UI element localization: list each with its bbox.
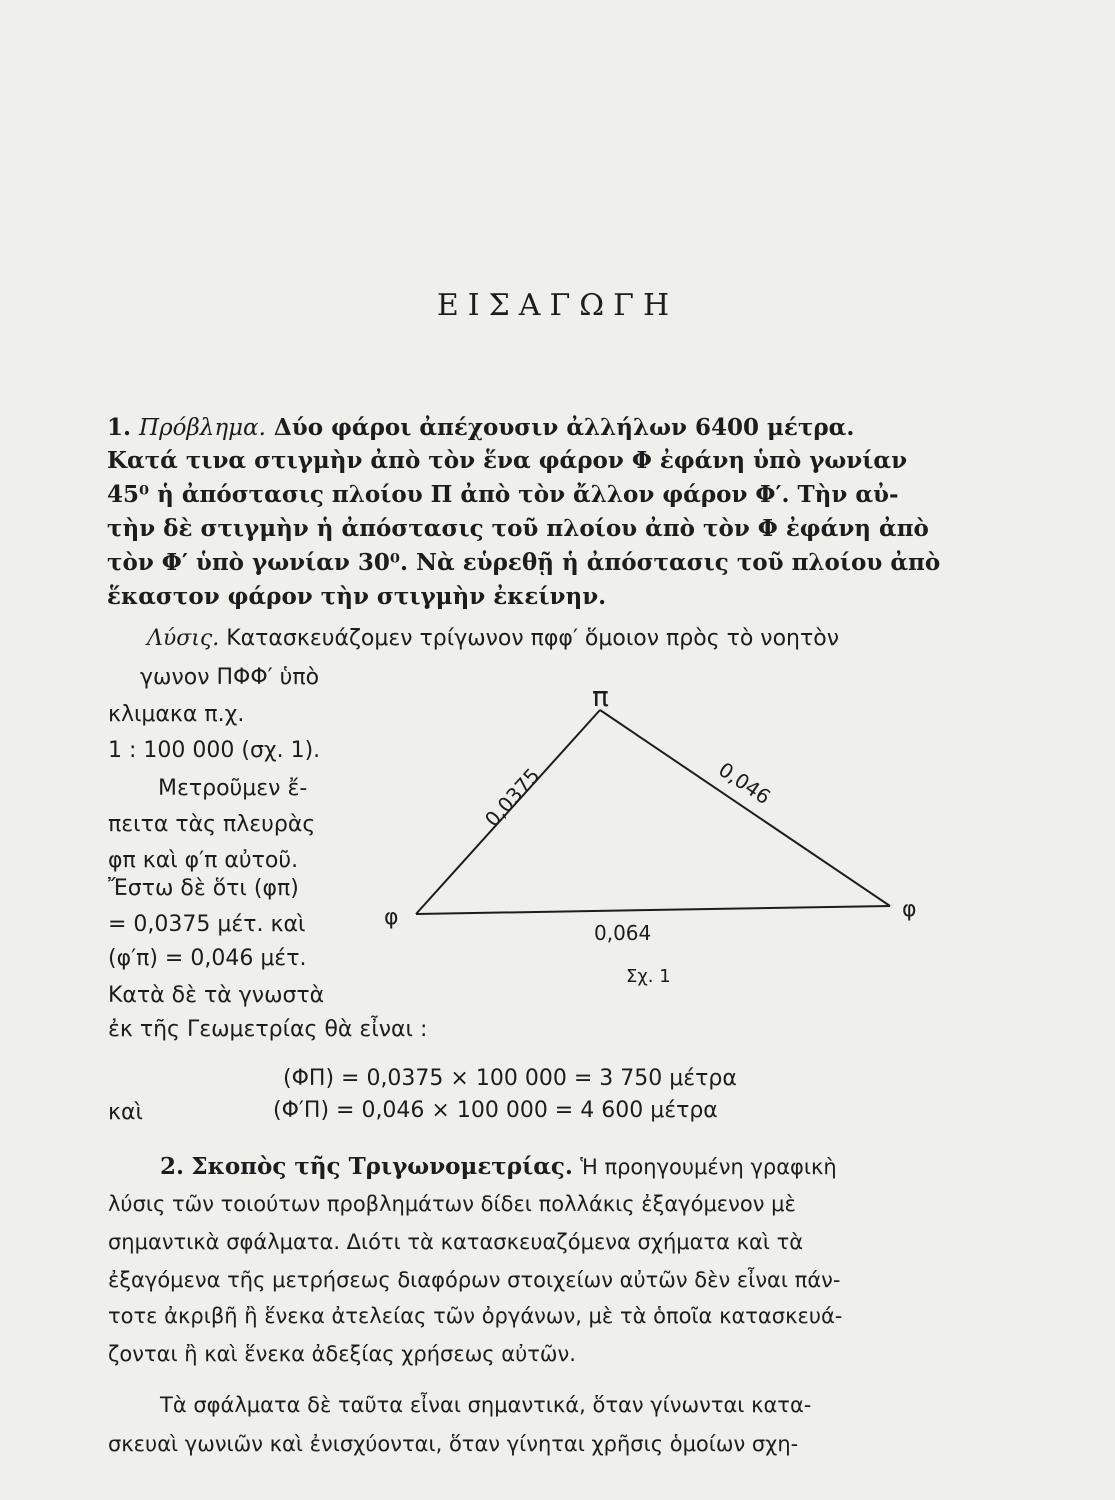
- problem-text-1: Δύο φάροι ἀπέχουσιν ἀλλήλων 6400 μέτρα.: [273, 414, 855, 441]
- vertex-pi-label: π: [592, 680, 609, 713]
- solution-label: Λύσις.: [147, 626, 220, 651]
- problem-line-5: τὸν Φ′ ὑπὸ γωνίαν 30⁰. Νὰ εὑρεθῇ ἡ ἀπόστασις τοῦ πλοίου ἀπὸ: [107, 549, 941, 576]
- side-base-length: 0,064: [594, 921, 652, 945]
- section2-line-7: σκευαὶ γωνιῶν καὶ ἐνισχύονται, ὅταν γίνηται χρῆσις ὁμοίων σχη-: [108, 1432, 799, 1456]
- side-left-length: 0,0375: [479, 763, 545, 832]
- side-pi-phiprime: [600, 710, 890, 906]
- solution-line-11: ἐκ τῆς Γεωμετρίας θὰ εἶναι :: [108, 1017, 428, 1042]
- section2-number: 2.: [160, 1153, 185, 1180]
- equation-and: καὶ: [108, 1100, 143, 1125]
- solution-line-6: φπ καὶ φ′π αὐτοῦ.: [108, 848, 299, 873]
- page-title: ΕΙΣΑΓΩΓΗ: [436, 288, 679, 323]
- problem-line-1: [107, 414, 854, 441]
- section2-heading: Σκοπὸς τῆς Τριγωνομετρίας.: [191, 1153, 573, 1180]
- problem-line-3: 45⁰ ἡ ἀπόστασις πλοίου Π ἀπὸ τὸν ἄλλον φάρον Φ′. Τὴν αὐ-: [107, 481, 899, 508]
- section2-first-text: Ἡ προηγουμένη γραφικὴ: [580, 1155, 837, 1179]
- equation-1: (ΦΠ) = 0,0375 × 100 000 = 3 750 μέτρα: [283, 1066, 737, 1091]
- section2-line-6: Τὰ σφάλματα δὲ ταῦτα εἶναι σημαντικά, ὅταν γίνωνται κατα-: [160, 1393, 812, 1417]
- solution-line-8: = 0,0375 μέτ. καὶ: [108, 912, 306, 937]
- solution-first-line: [147, 626, 839, 651]
- solution-line-2: κλιμακα π.χ.: [108, 702, 245, 727]
- problem-number: 1.: [107, 414, 132, 441]
- problem-line-6: ἕκαστον φάρον τὴν στιγμὴν ἐκείνην.: [107, 583, 607, 610]
- side-right-length: 0,046: [714, 757, 776, 810]
- solution-line-10: Κατὰ δὲ τὰ γνωστὰ: [108, 983, 325, 1008]
- section2-line-1: λύσις τῶν τοιούτων προβλημάτων δίδει πολλάκις ἐξαγόμενον μὲ: [108, 1192, 796, 1216]
- problem-line-4: τὴν δὲ στιγμὴν ἡ ἀπόστασις τοῦ πλοίου ἀπὸ τὸν Φ ἐφάνη ἀπὸ: [107, 515, 929, 542]
- solution-line-4: Μετροῦμεν ἔ-: [158, 776, 308, 801]
- vertex-phiprime-label: φ: [902, 897, 917, 922]
- section2-first-line: [160, 1153, 837, 1180]
- solution-line-9: (φ′π) = 0,046 μέτ.: [108, 946, 307, 971]
- vertex-phi-label: φ: [384, 905, 399, 930]
- section2-line-4: τοτε ἀκριβῆ ἢ ἕνεκα ἀτελείας τῶν ὀργάνων, μὲ τὰ ὁποῖα κατασκευά-: [108, 1304, 843, 1328]
- figure-caption: Σχ. 1: [626, 966, 671, 987]
- section2-line-2: σημαντικὰ σφάλματα. Διότι τὰ κατασκευαζόμενα σχήματα καὶ τὰ: [108, 1230, 804, 1254]
- equation-2: (Φ′Π) = 0,046 × 100 000 = 4 600 μέτρα: [273, 1098, 718, 1123]
- section2-line-5: ζονται ἢ καὶ ἕνεκα ἀδεξίας χρήσεως αὐτῶν.: [108, 1342, 576, 1366]
- problem-label: Πρόβλημα.: [139, 415, 266, 441]
- side-phi-phiprime: [416, 906, 890, 914]
- solution-line-5: πειτα τὰς πλευρὰς: [108, 812, 316, 837]
- solution-text: Κατασκευάζομεν τρίγωνον πφφ′ ὅμοιον πρὸς τὸ νοητὸν: [226, 626, 839, 651]
- solution-line-1: γωνον ΠΦΦ′ ὑπὸ: [140, 665, 320, 690]
- section2-line-3: ἐξαγόμενα τῆς μετρήσεως διαφόρων στοιχείων αὐτῶν δὲν εἶναι πάν-: [108, 1268, 841, 1292]
- solution-line-7: Ἔστω δὲ ὅτι (φπ): [108, 876, 299, 901]
- problem-line-2: Κατά τινα στιγμὴν ἀπὸ τὸν ἕνα φάρον Φ ἐφάνη ὑπὸ γωνίαν: [107, 447, 908, 474]
- triangle-figure: [370, 670, 930, 1010]
- solution-line-3: 1 : 100 000 (σχ. 1).: [108, 738, 321, 763]
